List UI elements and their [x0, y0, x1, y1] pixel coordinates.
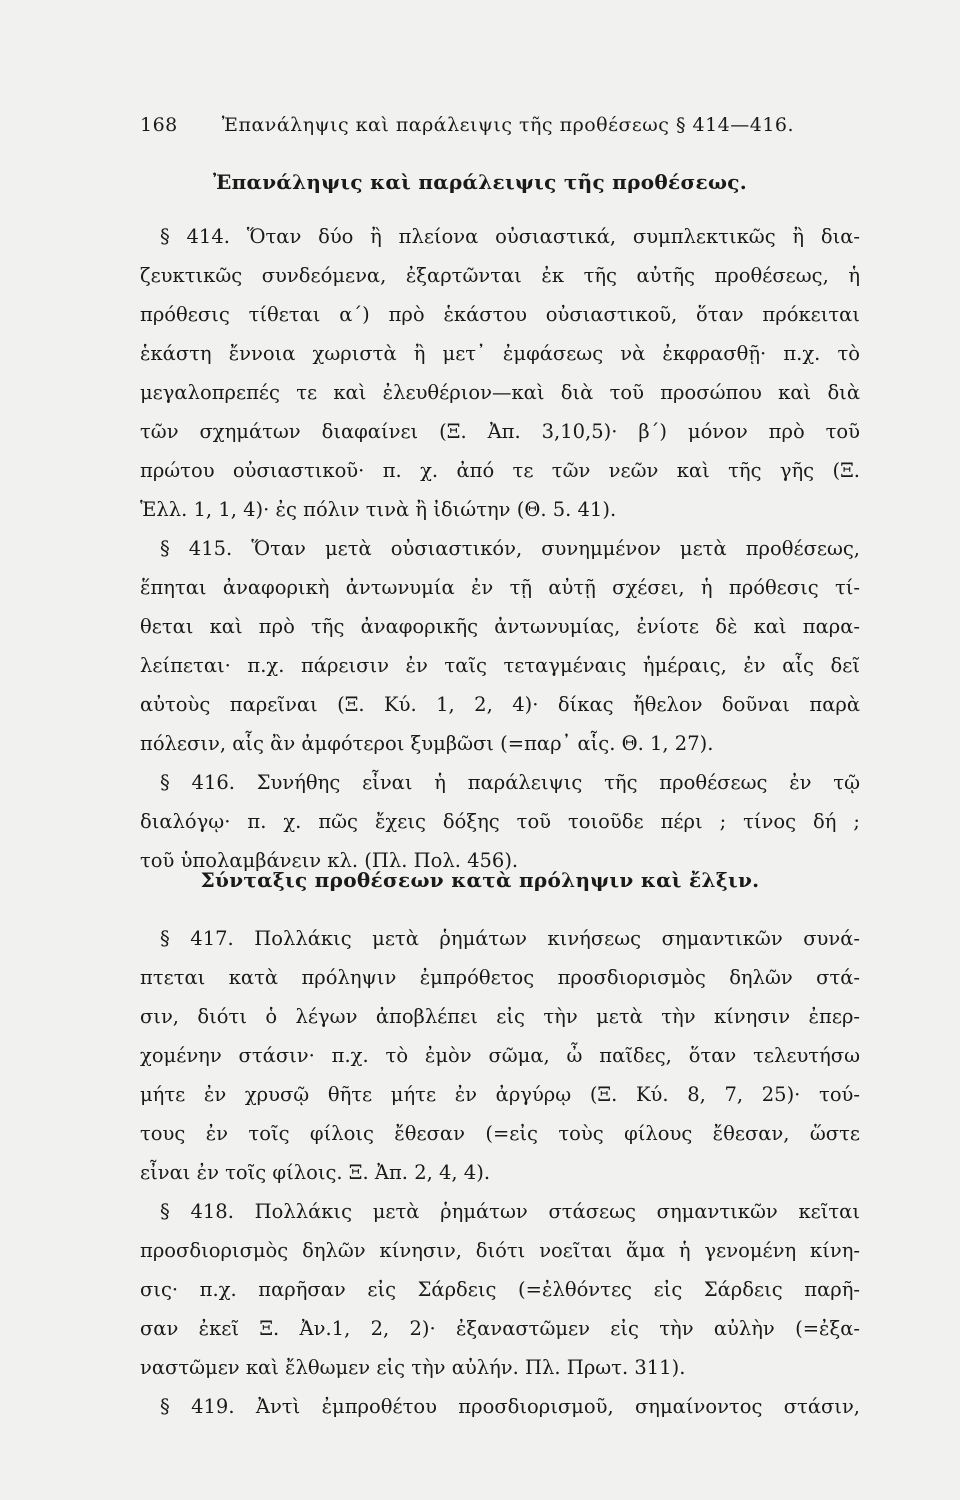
text-line: ἕπηται ἀναφορικὴ ἀντωνυμία ἐν τῇ αὐτῇ σχέσει, ἡ πρόθεσις τί-: [140, 576, 860, 599]
text-line: σιν, διότι ὁ λέγων ἀποβλέπει εἰς τὴν μετὰ τὴν κίνησιν ἐπερ-: [140, 1005, 860, 1028]
text-line: διαλόγῳ· π. χ. πῶς ἔχεις δόξης τοῦ τοιοῦδε πέρι ; τίνος δή ;: [140, 810, 860, 833]
text-line: εἶναι ἐν τοῖς φίλοις. Ξ. Ἀπ. 2, 4, 4).: [140, 1161, 491, 1184]
text-line: πτεται κατὰ πρόληψιν ἐμπρόθετος προσδιορισμὸς δηλῶν στά-: [140, 966, 860, 989]
text-line: μεγαλοπρεπές τε καὶ ἐλευθέριον—καὶ διὰ τοῦ προσώπου καὶ διὰ: [140, 381, 860, 404]
text-line: ναστῶμεν καὶ ἔλθωμεν εἰς τὴν αὐλήν. Πλ. Πρωτ. 311).: [140, 1356, 686, 1379]
text-line: § 416. Συνήθης εἶναι ἡ παράλειψις τῆς προθέσεως ἐν τῷ: [160, 771, 860, 794]
text-line: τῶν σχημάτων διαφαίνει (Ξ. Ἀπ. 3,10,5)· β΄) μόνον πρὸ τοῦ: [140, 420, 860, 443]
text-line: § 418. Πολλάκις μετὰ ῥημάτων στάσεως σημαντικῶν κεῖται: [160, 1200, 860, 1223]
text-line: § 415. Ὅταν μετὰ οὐσιαστικόν, συνημμένον μετὰ προθέσεως,: [160, 537, 860, 560]
text-line: § 414. Ὅταν δύο ἢ πλείονα οὐσιαστικά, συμπλεκτικῶς ἢ δια-: [160, 225, 860, 248]
section-heading-prolepsis-attraction: Σύνταξις προθέσεων κατὰ πρόληψιν καὶ ἔλξιν.: [200, 868, 760, 892]
text-line: χομένην στάσιν· π.χ. τὸ ἐμὸν σῶμα, ὦ παῖδες, ὅταν τελευτήσω: [140, 1044, 860, 1067]
text-line: τοῦ ὑπολαμβάνειν κλ. (Πλ. Πολ. 456).: [140, 849, 519, 872]
text-line: ζευκτικῶς συνδεόμενα, ἐξαρτῶνται ἐκ τῆς αὐτῆς προθέσεως, ἡ: [140, 264, 860, 287]
text-line: τους ἐν τοῖς φίλοις ἔθεσαν (=εἰς τοὺς φίλους ἔθεσαν, ὥστε: [140, 1122, 860, 1145]
text-line: αὐτοὺς παρεῖναι (Ξ. Κύ. 1, 2, 4)· δίκας ἤθελον δοῦναι παρὰ: [140, 693, 860, 716]
text-line: πόλεσιν, αἷς ἂν ἀμφότεροι ξυμβῶσι (=παρ᾽ αἷς. Θ. 1, 27).: [140, 732, 714, 755]
text-line: σαν ἐκεῖ Ξ. Ἀν.1, 2, 2)· ἐξαναστῶμεν εἰς τὴν αὐλὴν (=ἐξα-: [140, 1317, 860, 1340]
text-line: λείπεται· π.χ. πάρεισιν ἐν ταῖς τεταγμέναις ἡμέραις, ἐν αἷς δεῖ: [140, 654, 860, 677]
text-line: § 417. Πολλάκις μετὰ ῥημάτων κινήσεως σημαντικῶν συνά-: [160, 927, 860, 950]
running-header: [140, 114, 794, 136]
running-title: Ἐπανάληψις καὶ παράλειψις τῆς προθέσεως § 414—416.: [221, 114, 795, 136]
text-line: ἑκάστη ἔννοια χωριστὰ ἢ μετ᾽ ἐμφάσεως νὰ ἐκφρασθῇ· π.χ. τὸ: [140, 342, 860, 365]
text-line: πρόθεσις τίθεται α΄) πρὸ ἑκάστου οὐσιαστικοῦ, ὅταν πρόκειται: [140, 303, 860, 326]
text-line: πρώτου οὐσιαστικοῦ· π. χ. ἀπό τε τῶν νεῶν καὶ τῆς γῆς (Ξ.: [140, 459, 860, 482]
text-line: § 419. Ἀντὶ ἐμπροθέτου προσδιορισμοῦ, σημαίνοντος στάσιν,: [160, 1395, 860, 1418]
text-line: προσδιορισμὸς δηλῶν κίνησιν, διότι νοεῖται ἅμα ἡ γενομένη κίνη-: [140, 1239, 860, 1262]
text-line: σις· π.χ. παρῆσαν εἰς Σάρδεις (=ἐλθόντες εἰς Σάρδεις παρῆ-: [140, 1278, 860, 1301]
text-line: μήτε ἐν χρυσῷ θῆτε μήτε ἐν ἀργύρῳ (Ξ. Κύ. 8, 7, 25)· τού-: [140, 1083, 860, 1106]
page-number: 168: [140, 114, 178, 136]
text-line: θεται καὶ πρὸ τῆς ἀναφορικῆς ἀντωνυμίας, ἐνίοτε δὲ καὶ παρα-: [140, 615, 860, 638]
text-line: Ἑλλ. 1, 1, 4)· ἐς πόλιν τινὰ ἢ ἰδιώτην (Θ. 5. 41).: [140, 498, 617, 521]
section-heading-repetition-omission: Ἐπανάληψις καὶ παράλειψις τῆς προθέσεως.: [212, 170, 748, 194]
